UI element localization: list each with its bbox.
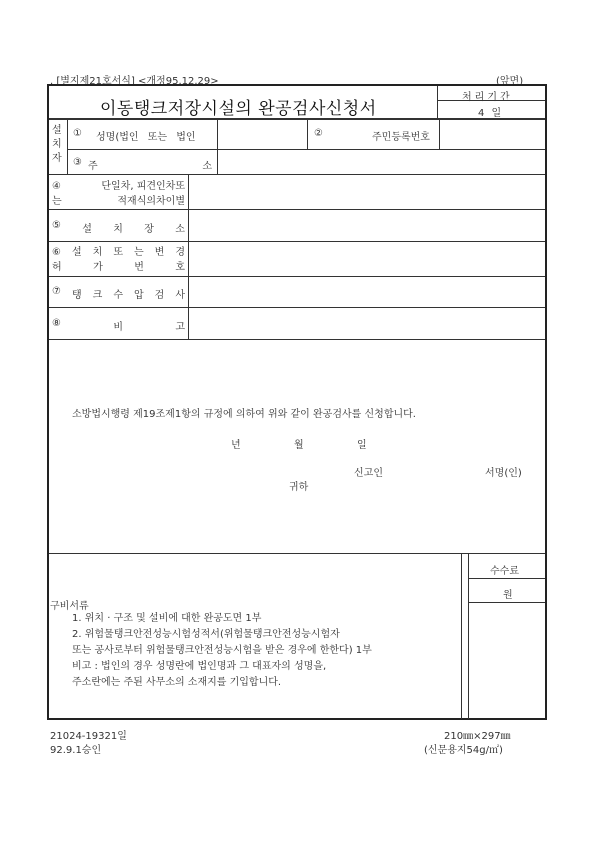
form-number: . [별지제21호서식] <개정95.12.29> [50,76,219,87]
id-number-field[interactable] [440,119,545,149]
fee-unit: 원 [503,590,513,601]
installer-group-label: 설 치 자 [52,125,62,164]
attachment-item: 2. 위험물탱크안전성능시험성적서(위험물탱크안전성능시험자 [72,629,340,640]
install-location-field[interactable] [189,210,545,241]
fee-label: 수수료 [490,566,519,577]
name-label-number: ① [73,128,82,139]
id-number-label: 주민등록번호 [372,132,430,143]
attachment-item: 1. 위치 · 구조 및 설비에 대한 완공도면 1부 [72,613,262,624]
name-field[interactable] [218,119,307,149]
processing-period-value: 4 일 [478,108,504,119]
application-statement: 소방법시행령 제19조제1항의 규정에 의하여 위와 같이 완공검사를 신청합니다. [72,409,416,420]
paper-type: (신문용지54g/㎡) [424,745,503,756]
page-side-label: (앞면) [496,76,524,87]
vehicle-type-label: ④ 단일차, 피견인차또 는 적재식의차이별 [52,181,185,207]
applicant-label: 신고인 [354,468,383,479]
tank-pressure-test-label: ⑦ 탱 크 수 압 검 사 [52,286,185,301]
date-day-label: 일 [357,440,367,451]
permit-number-label: ⑥ 설 치 또 는 변 경 허 가 번 호 [52,247,185,273]
date-year-label: 년 [231,440,241,451]
signature-label: 서명(인) [485,468,522,479]
processing-period-label: 처리기간 [462,92,513,103]
attachments-list [72,611,372,691]
attachment-item: 또는 공사로부터 위험물탱크안전성능시험을 받은 경우에 한한다) 1부 [72,645,372,656]
name-label: 성명(법인 또는 법인 [96,132,196,143]
id-label-number: ② [314,128,323,139]
applicant-name-field[interactable] [395,458,480,476]
form-title: 이동탱크저장시설의 완공검사신청서 [100,99,377,119]
form-code: 21024-19321일 [50,731,127,742]
remarks-field[interactable] [189,308,545,339]
permit-number-field[interactable] [189,242,545,276]
paper-size: 210㎜×297㎜ [444,731,511,742]
install-location-label: ⑤ 설 치 장 소 [52,220,185,235]
remarks-label: ⑧ 비 고 [52,318,185,333]
addressee-label: 귀하 [289,482,309,493]
address-field[interactable] [218,150,545,174]
vehicle-type-field[interactable] [189,175,545,209]
attachments-title: 구비서류 [50,601,89,612]
date-month-label: 월 [294,440,304,451]
address-label: 주 소 [88,161,212,172]
approval-date: 92.9.1승인 [50,745,102,756]
attachment-item: 주소란에는 주된 사무소의 소재지를 기입합니다. [72,677,282,688]
fee-amount-field[interactable] [469,579,499,601]
tank-pressure-test-field[interactable] [189,277,545,307]
address-label-number: ③ [73,157,82,168]
attachment-item: 비고 : 법인의 경우 성명란에 법인명과 그 대표자의 성명을, [72,661,327,672]
